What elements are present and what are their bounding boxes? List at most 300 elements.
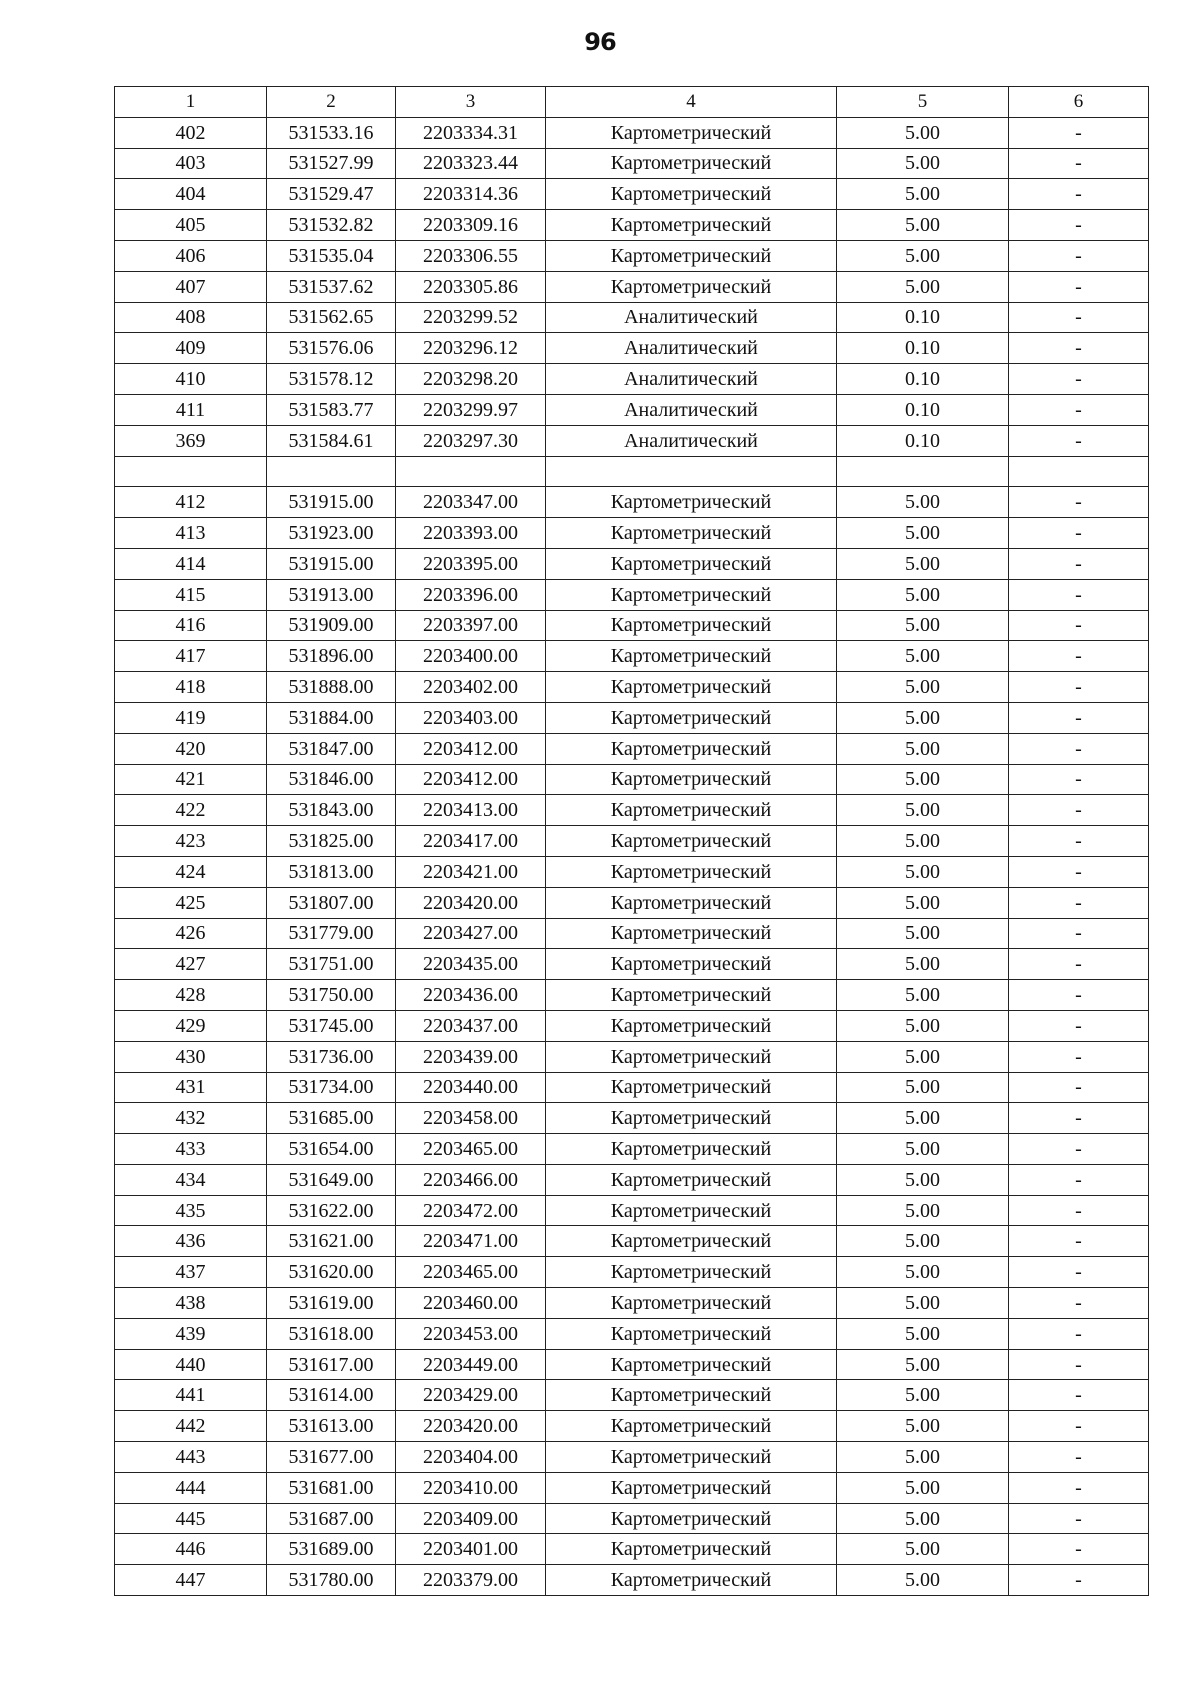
method-cell: Картометрический [546,1442,837,1473]
y-coordinate-cell: 2203429.00 [396,1380,546,1411]
point-number-cell: 415 [115,579,267,610]
method-cell: Картометрический [546,271,837,302]
table-row [115,1534,1149,1565]
x-coordinate-cell: 531896.00 [267,641,396,672]
x-coordinate-cell: 531843.00 [267,795,396,826]
table-row [115,179,1149,210]
note-cell: - [1009,117,1149,148]
x-coordinate-cell: 531613.00 [267,1411,396,1442]
x-coordinate-cell: 531780.00 [267,1565,396,1596]
table-row [115,1503,1149,1534]
point-number-cell: 421 [115,764,267,795]
method-cell: Картометрический [546,487,837,518]
point-number-cell: 426 [115,918,267,949]
accuracy-cell: 5.00 [837,610,1009,641]
accuracy-cell: 5.00 [837,1442,1009,1473]
table-row [115,949,1149,980]
x-coordinate-cell: 531576.06 [267,333,396,364]
note-cell: - [1009,1257,1149,1288]
note-cell: - [1009,1472,1149,1503]
accuracy-cell: 5.00 [837,1318,1009,1349]
accuracy-cell: 5.00 [837,887,1009,918]
accuracy-cell: 5.00 [837,764,1009,795]
x-coordinate-cell: 531578.12 [267,364,396,395]
table-row [115,887,1149,918]
accuracy-cell: 5.00 [837,1195,1009,1226]
y-coordinate-cell: 2203397.00 [396,610,546,641]
y-coordinate-cell: 2203466.00 [396,1164,546,1195]
point-number-cell: 405 [115,210,267,241]
note-cell: - [1009,333,1149,364]
x-coordinate-cell: 531620.00 [267,1257,396,1288]
y-coordinate-cell: 2203296.12 [396,333,546,364]
y-coordinate-cell: 2203404.00 [396,1442,546,1473]
note-cell: - [1009,1565,1149,1596]
x-coordinate-cell: 531583.77 [267,394,396,425]
x-coordinate-cell: 531681.00 [267,1472,396,1503]
y-coordinate-cell: 2203465.00 [396,1134,546,1165]
note-cell: - [1009,1318,1149,1349]
x-coordinate-cell: 531915.00 [267,487,396,518]
table-row [115,641,1149,672]
method-cell: Аналитический [546,333,837,364]
point-number-cell: 428 [115,980,267,1011]
point-number-cell: 413 [115,518,267,549]
note-cell: - [1009,1010,1149,1041]
accuracy-cell: 0.10 [837,364,1009,395]
point-number-cell: 445 [115,1503,267,1534]
accuracy-cell: 5.00 [837,856,1009,887]
accuracy-cell: 5.00 [837,548,1009,579]
table-row [115,518,1149,549]
note-cell: - [1009,1134,1149,1165]
method-cell: Аналитический [546,302,837,333]
x-coordinate-cell: 531909.00 [267,610,396,641]
method-cell: Картометрический [546,856,837,887]
method-cell: Картометрический [546,1103,837,1134]
point-number-cell: 434 [115,1164,267,1195]
point-number-cell: 409 [115,333,267,364]
table-row [115,1257,1149,1288]
accuracy-cell: 5.00 [837,1134,1009,1165]
note-cell: - [1009,826,1149,857]
table-row [115,394,1149,425]
y-coordinate-cell: 2203439.00 [396,1041,546,1072]
x-coordinate-cell: 531618.00 [267,1318,396,1349]
table-row [115,980,1149,1011]
note-cell: - [1009,1164,1149,1195]
y-coordinate-cell: 2203409.00 [396,1503,546,1534]
note-cell: - [1009,271,1149,302]
page-number: 96 [584,28,616,56]
note-cell: - [1009,980,1149,1011]
y-coordinate-cell: 2203297.30 [396,425,546,456]
method-cell: Картометрический [546,117,837,148]
y-coordinate-cell: 2203393.00 [396,518,546,549]
column-header: 3 [396,87,546,118]
point-number-cell: 443 [115,1442,267,1473]
x-coordinate-cell: 531779.00 [267,918,396,949]
note-cell: - [1009,518,1149,549]
accuracy-cell: 5.00 [837,826,1009,857]
x-coordinate-cell: 531614.00 [267,1380,396,1411]
accuracy-cell: 5.00 [837,148,1009,179]
coordinates-table [114,86,1149,1596]
point-number-cell: 416 [115,610,267,641]
method-cell: Картометрический [546,1503,837,1534]
table-body [115,117,1149,1595]
table-row [115,1010,1149,1041]
point-number-cell: 427 [115,949,267,980]
note-cell: - [1009,240,1149,271]
x-coordinate-cell: 531537.62 [267,271,396,302]
note-cell: - [1009,1195,1149,1226]
method-cell: Картометрический [546,179,837,210]
table-row [115,1103,1149,1134]
column-header: 4 [546,87,837,118]
y-coordinate-cell: 2203413.00 [396,795,546,826]
note-cell: - [1009,179,1149,210]
table-row [115,117,1149,148]
x-coordinate-cell: 531535.04 [267,240,396,271]
accuracy-cell: 5.00 [837,641,1009,672]
x-coordinate-cell: 531807.00 [267,887,396,918]
x-coordinate-cell [267,456,396,487]
method-cell: Картометрический [546,1010,837,1041]
table-row [115,579,1149,610]
y-coordinate-cell: 2203436.00 [396,980,546,1011]
point-number-cell: 406 [115,240,267,271]
method-cell: Картометрический [546,1411,837,1442]
y-coordinate-cell: 2203465.00 [396,1257,546,1288]
method-cell: Картометрический [546,1534,837,1565]
table-row [115,672,1149,703]
point-number-cell: 430 [115,1041,267,1072]
x-coordinate-cell: 531884.00 [267,702,396,733]
method-cell: Картометрический [546,579,837,610]
note-cell: - [1009,1226,1149,1257]
accuracy-cell: 5.00 [837,1226,1009,1257]
point-number-cell: 432 [115,1103,267,1134]
x-coordinate-cell: 531825.00 [267,826,396,857]
y-coordinate-cell: 2203323.44 [396,148,546,179]
y-coordinate-cell [396,456,546,487]
accuracy-cell: 5.00 [837,672,1009,703]
method-cell: Картометрический [546,1195,837,1226]
accuracy-cell: 5.00 [837,795,1009,826]
x-coordinate-cell: 531562.65 [267,302,396,333]
table-row [115,487,1149,518]
method-cell: Картометрический [546,1072,837,1103]
x-coordinate-cell: 531622.00 [267,1195,396,1226]
note-cell: - [1009,579,1149,610]
method-cell: Картометрический [546,1257,837,1288]
table-row [115,1349,1149,1380]
point-number-cell: 436 [115,1226,267,1257]
point-number-cell: 429 [115,1010,267,1041]
point-number-cell: 369 [115,425,267,456]
x-coordinate-cell: 531751.00 [267,949,396,980]
table-row [115,364,1149,395]
accuracy-cell: 5.00 [837,117,1009,148]
accuracy-cell: 5.00 [837,980,1009,1011]
y-coordinate-cell: 2203314.36 [396,179,546,210]
accuracy-cell: 5.00 [837,1257,1009,1288]
y-coordinate-cell: 2203334.31 [396,117,546,148]
table-row [115,302,1149,333]
note-cell: - [1009,641,1149,672]
accuracy-cell: 5.00 [837,1041,1009,1072]
y-coordinate-cell: 2203435.00 [396,949,546,980]
note-cell: - [1009,1349,1149,1380]
method-cell: Аналитический [546,425,837,456]
method-cell: Картометрический [546,980,837,1011]
x-coordinate-cell: 531621.00 [267,1226,396,1257]
note-cell: - [1009,764,1149,795]
table-row [115,1472,1149,1503]
accuracy-cell: 5.00 [837,240,1009,271]
method-cell: Картометрический [546,1318,837,1349]
accuracy-cell: 5.00 [837,702,1009,733]
y-coordinate-cell: 2203453.00 [396,1318,546,1349]
note-cell: - [1009,210,1149,241]
table-row [115,456,1149,487]
table-row [115,1288,1149,1319]
point-number-cell: 422 [115,795,267,826]
point-number-cell: 431 [115,1072,267,1103]
method-cell: Картометрический [546,1380,837,1411]
point-number-cell: 438 [115,1288,267,1319]
table-row [115,1164,1149,1195]
accuracy-cell: 5.00 [837,1072,1009,1103]
note-cell: - [1009,856,1149,887]
accuracy-cell: 5.00 [837,1349,1009,1380]
y-coordinate-cell: 2203421.00 [396,856,546,887]
method-cell: Картометрический [546,548,837,579]
column-header: 6 [1009,87,1149,118]
x-coordinate-cell: 531923.00 [267,518,396,549]
x-coordinate-cell: 531689.00 [267,1534,396,1565]
point-number-cell: 402 [115,117,267,148]
x-coordinate-cell: 531736.00 [267,1041,396,1072]
y-coordinate-cell: 2203347.00 [396,487,546,518]
point-number-cell: 420 [115,733,267,764]
note-cell: - [1009,425,1149,456]
accuracy-cell: 5.00 [837,949,1009,980]
column-header: 5 [837,87,1009,118]
x-coordinate-cell: 531847.00 [267,733,396,764]
x-coordinate-cell: 531913.00 [267,579,396,610]
note-cell: - [1009,1380,1149,1411]
x-coordinate-cell: 531654.00 [267,1134,396,1165]
table-row [115,425,1149,456]
table-row [115,148,1149,179]
accuracy-cell: 5.00 [837,210,1009,241]
column-header: 2 [267,87,396,118]
x-coordinate-cell: 531750.00 [267,980,396,1011]
y-coordinate-cell: 2203437.00 [396,1010,546,1041]
accuracy-cell: 0.10 [837,394,1009,425]
note-cell: - [1009,1503,1149,1534]
y-coordinate-cell: 2203410.00 [396,1472,546,1503]
accuracy-cell: 5.00 [837,1010,1009,1041]
accuracy-cell: 5.00 [837,579,1009,610]
point-number-cell: 410 [115,364,267,395]
point-number-cell: 403 [115,148,267,179]
method-cell: Картометрический [546,826,837,857]
note-cell: - [1009,733,1149,764]
y-coordinate-cell: 2203440.00 [396,1072,546,1103]
x-coordinate-cell: 531888.00 [267,672,396,703]
accuracy-cell: 5.00 [837,1411,1009,1442]
accuracy-cell: 5.00 [837,1534,1009,1565]
y-coordinate-cell: 2203395.00 [396,548,546,579]
table-row [115,548,1149,579]
x-coordinate-cell: 531529.47 [267,179,396,210]
point-number-cell: 433 [115,1134,267,1165]
x-coordinate-cell: 531527.99 [267,148,396,179]
y-coordinate-cell: 2203417.00 [396,826,546,857]
accuracy-cell: 5.00 [837,487,1009,518]
y-coordinate-cell: 2203309.16 [396,210,546,241]
method-cell: Картометрический [546,1565,837,1596]
table-row [115,333,1149,364]
method-cell: Картометрический [546,795,837,826]
x-coordinate-cell: 531532.82 [267,210,396,241]
method-cell: Картометрический [546,1041,837,1072]
y-coordinate-cell: 2203458.00 [396,1103,546,1134]
x-coordinate-cell: 531619.00 [267,1288,396,1319]
note-cell [1009,456,1149,487]
table-header-row [115,87,1149,118]
note-cell: - [1009,1103,1149,1134]
accuracy-cell: 5.00 [837,518,1009,549]
table-row [115,1226,1149,1257]
table-row [115,795,1149,826]
y-coordinate-cell: 2203420.00 [396,1411,546,1442]
method-cell: Картометрический [546,1472,837,1503]
accuracy-cell: 0.10 [837,302,1009,333]
y-coordinate-cell: 2203420.00 [396,887,546,918]
method-cell: Картометрический [546,518,837,549]
accuracy-cell: 5.00 [837,1565,1009,1596]
method-cell: Аналитический [546,364,837,395]
point-number-cell: 418 [115,672,267,703]
accuracy-cell: 5.00 [837,271,1009,302]
y-coordinate-cell: 2203298.20 [396,364,546,395]
method-cell: Картометрический [546,641,837,672]
note-cell: - [1009,610,1149,641]
point-number-cell: 417 [115,641,267,672]
accuracy-cell: 5.00 [837,1164,1009,1195]
table-row [115,702,1149,733]
y-coordinate-cell: 2203403.00 [396,702,546,733]
point-number-cell: 408 [115,302,267,333]
y-coordinate-cell: 2203402.00 [396,672,546,703]
point-number-cell: 441 [115,1380,267,1411]
point-number-cell: 447 [115,1565,267,1596]
accuracy-cell [837,456,1009,487]
x-coordinate-cell: 531649.00 [267,1164,396,1195]
table-row [115,610,1149,641]
y-coordinate-cell: 2203471.00 [396,1226,546,1257]
y-coordinate-cell: 2203427.00 [396,918,546,949]
note-cell: - [1009,1288,1149,1319]
accuracy-cell: 0.10 [837,333,1009,364]
accuracy-cell: 5.00 [837,1380,1009,1411]
x-coordinate-cell: 531584.61 [267,425,396,456]
note-cell: - [1009,364,1149,395]
method-cell: Картометрический [546,148,837,179]
point-number-cell: 446 [115,1534,267,1565]
table-row [115,271,1149,302]
table-row [115,1195,1149,1226]
table-row [115,1565,1149,1596]
accuracy-cell: 5.00 [837,1503,1009,1534]
note-cell: - [1009,949,1149,980]
note-cell: - [1009,672,1149,703]
method-cell: Картометрический [546,240,837,271]
y-coordinate-cell: 2203305.86 [396,271,546,302]
table-row [115,733,1149,764]
y-coordinate-cell: 2203401.00 [396,1534,546,1565]
point-number-cell: 412 [115,487,267,518]
method-cell: Картометрический [546,887,837,918]
method-cell: Картометрический [546,702,837,733]
method-cell: Картометрический [546,1164,837,1195]
point-number-cell: 423 [115,826,267,857]
method-cell: Картометрический [546,1288,837,1319]
table-row [115,1041,1149,1072]
point-number-cell: 440 [115,1349,267,1380]
note-cell: - [1009,918,1149,949]
method-cell: Картометрический [546,918,837,949]
y-coordinate-cell: 2203472.00 [396,1195,546,1226]
point-number-cell: 435 [115,1195,267,1226]
y-coordinate-cell: 2203412.00 [396,733,546,764]
x-coordinate-cell: 531734.00 [267,1072,396,1103]
point-number-cell: 442 [115,1411,267,1442]
method-cell [546,456,837,487]
note-cell: - [1009,795,1149,826]
column-header: 1 [115,87,267,118]
point-number-cell: 424 [115,856,267,887]
accuracy-cell: 5.00 [837,1103,1009,1134]
y-coordinate-cell: 2203299.52 [396,302,546,333]
note-cell: - [1009,887,1149,918]
point-number-cell: 404 [115,179,267,210]
method-cell: Картометрический [546,1134,837,1165]
method-cell: Аналитический [546,394,837,425]
table-row [115,1318,1149,1349]
method-cell: Картометрический [546,949,837,980]
point-number-cell: 437 [115,1257,267,1288]
x-coordinate-cell: 531685.00 [267,1103,396,1134]
table-row [115,210,1149,241]
method-cell: Картометрический [546,1226,837,1257]
y-coordinate-cell: 2203299.97 [396,394,546,425]
accuracy-cell: 5.00 [837,1288,1009,1319]
x-coordinate-cell: 531533.16 [267,117,396,148]
accuracy-cell: 5.00 [837,918,1009,949]
y-coordinate-cell: 2203306.55 [396,240,546,271]
table-row [115,856,1149,887]
table-row [115,240,1149,271]
accuracy-cell: 5.00 [837,1472,1009,1503]
note-cell: - [1009,487,1149,518]
note-cell: - [1009,548,1149,579]
table-row [115,1442,1149,1473]
